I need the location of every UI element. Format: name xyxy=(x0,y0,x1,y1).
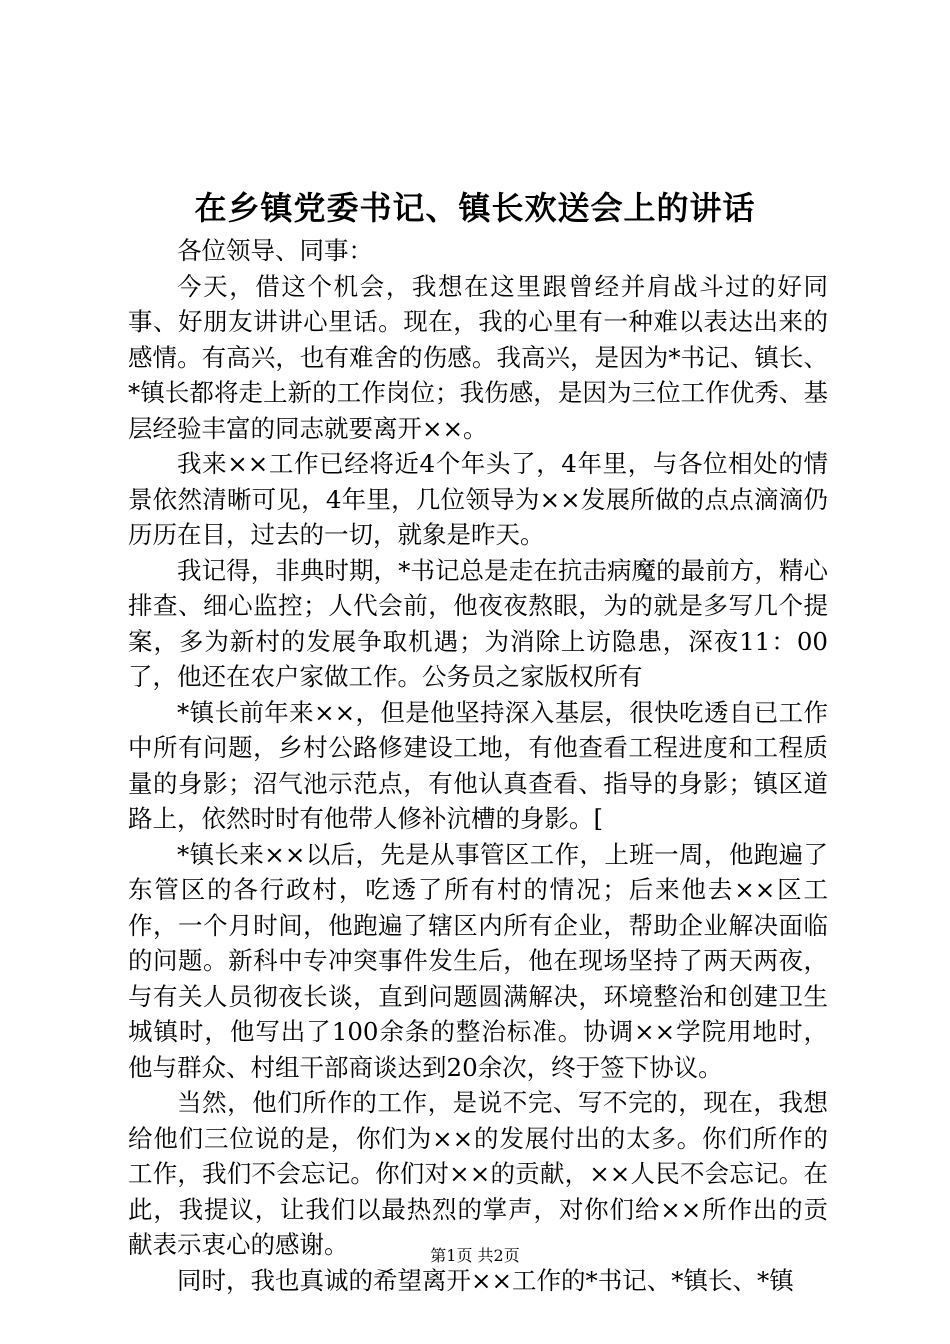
paragraph: *镇长来××以后，先是从事管区工作，上班一周，他跑遍了东管区的各行政村，吃透了所有村的情况；后来他去××区工作，一个月时间，他跑遍了辖区内所有企业，帮助企业解决面临的问题。新科中专冲突事件发生后，他在现场坚持了两天两夜，与有关人员彻夜长谈，直到问题圆满解决，环境整治和创建卫生城镇时，他写出了100余条的整治标准。协调××学院用地时，他与群众、村组干部商谈达到20余次，终于签下协议。 xyxy=(128,839,828,1082)
page-title: 在乡镇党委书记、镇长欢送会上的讲话 xyxy=(194,189,756,227)
paragraph: *镇长前年来××，但是他坚持深入基层，很快吃透自已工作中所有问题，乡村公路修建设工地，有他查看工程进度和工程质量的身影；沼气池示范点，有他认真查看、指导的身影；镇区道路上，依然时时有他带人修补沆槽的身影。[ xyxy=(128,697,828,833)
paragraph: 我来××工作已经将近4个年头了，4年里，与各位相处的情景依然清晰可见，4年里，几位领导为××发展所做的点点滴滴仍历历在目，过去的一切，就象是昨天。 xyxy=(128,449,828,549)
paragraph: 我记得，非典时期，*书记总是走在抗击病魔的最前方，精心排查、细心监控；人代会前，他夜夜熬眼，为的就是多写几个提案，多为新村的发展争取机遇；为消除上访隐患，深夜11：00了，他还在农户家做工作。公务员之家版权所有 xyxy=(128,555,828,691)
paragraph: 今天，借这个机会，我想在这里跟曾经并肩战斗过的好同事、好朋友讲讲心里话。现在，我的心里有一种难以表达出来的感情。有高兴，也有难舍的伤感。我高兴，是因为*书记、镇长、*镇长都将走上新的工作岗位；我伤感，是因为三位工作优秀、基层经验丰富的同志就要离开××。 xyxy=(128,271,828,443)
salutation: 各位领导、同事： xyxy=(177,236,373,265)
paragraph: 同时，我也真诚的希望离开××工作的*书记、*镇长、*镇 xyxy=(177,1265,794,1295)
document-body xyxy=(128,233,828,1298)
paragraph: 当然，他们所作的工作，是说不完、写不完的，现在，我想给他们三位说的是，你们为××的发展付出的太多。你们所作的工作，我们不会忘记。你们对××的贡献，××人民不会忘记。在此，我提议，让我们以最热烈的掌声，对你们给××所作出的贡献表示衷心的感谢。 xyxy=(128,1088,828,1259)
page-number-footer: 第1页 共2页 xyxy=(430,1246,520,1265)
